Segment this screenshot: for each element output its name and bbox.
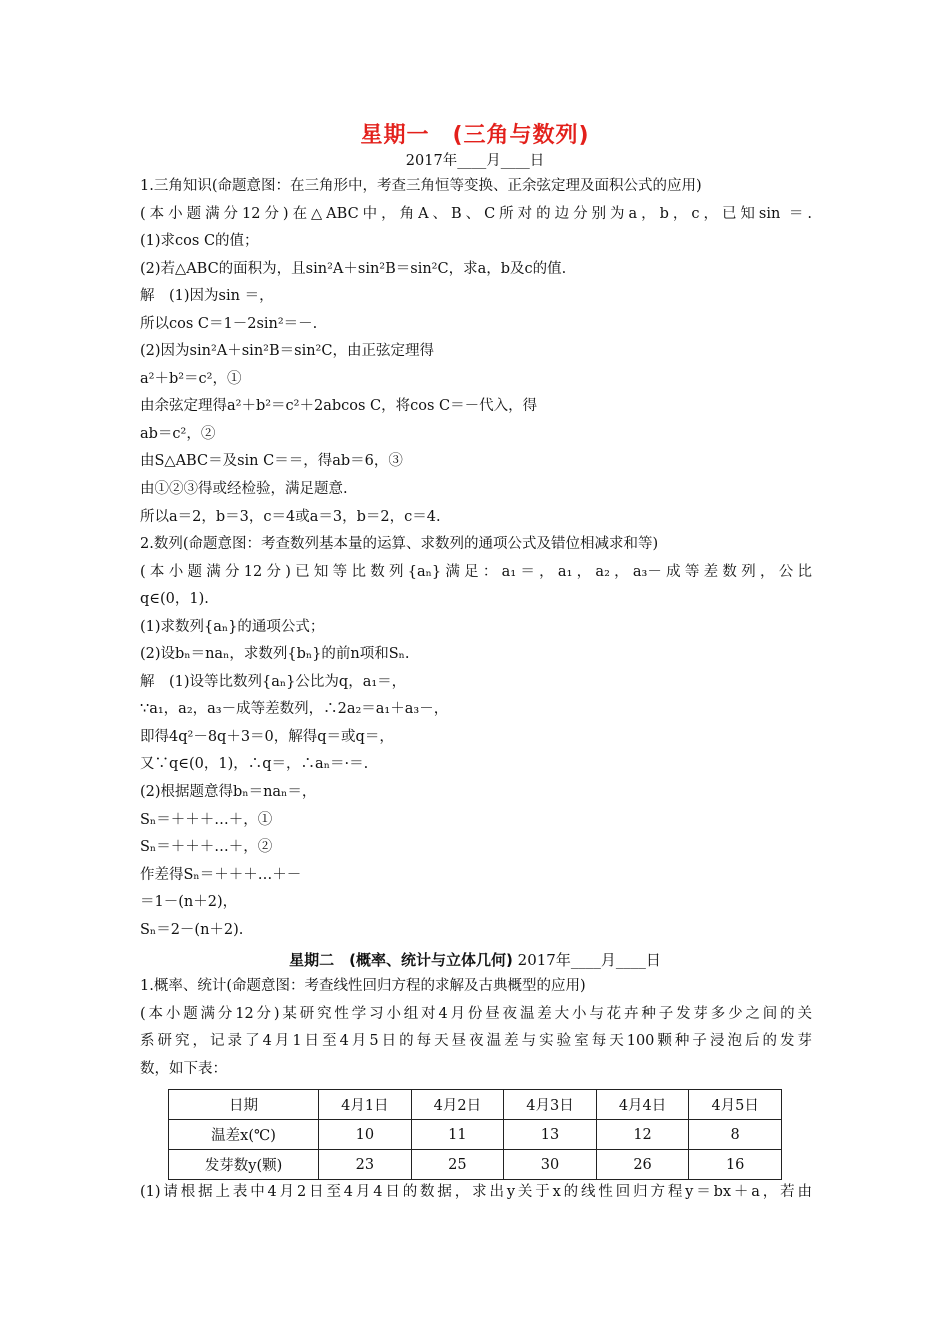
section2-date: 2017年____月____日 — [517, 951, 661, 969]
table-header-cell: 日期 — [169, 1090, 319, 1120]
table-cell: 温差x(℃) — [169, 1120, 319, 1150]
table-header-cell: 4月3日 — [504, 1090, 597, 1120]
table-header-cell: 4月5日 — [689, 1090, 782, 1120]
table-header-row — [169, 1090, 782, 1120]
table-cell: 11 — [411, 1120, 504, 1150]
text-line: 由S△ABC＝及sin C＝＝，得ab＝6，③ — [140, 453, 403, 470]
table-cell: 10 — [319, 1120, 412, 1150]
page-title: 星期一 (三角与数列) — [360, 123, 590, 148]
text-line: 由①②③得或经检验，满足题意. — [140, 481, 348, 498]
text-line: 数，如下表： — [140, 1060, 227, 1077]
text-line: 1.三角知识(命题意图：在三角形中，考查三角恒等变换、正余弦定理及面积公式的应用) — [140, 178, 702, 194]
text-line: 解 (1)因为sin ＝， — [140, 288, 274, 305]
section1-body — [140, 173, 812, 944]
text-line: (1)求数列{aₙ}的通项公式； — [140, 618, 325, 635]
table-row — [169, 1150, 782, 1180]
table-header-cell: 4月2日 — [411, 1090, 504, 1120]
text-line: 2.数列(命题意图：考查数列基本量的运算、求数列的通项公式及错位相减求和等) — [140, 536, 659, 553]
table-cell: 13 — [504, 1120, 597, 1150]
text-line: q∈(0，1). — [140, 591, 209, 608]
text-line: Sₙ＝2－(n＋2). — [140, 921, 244, 938]
table-header-cell: 4月4日 — [596, 1090, 689, 1120]
text-line: 所以cos C＝1－2sin²＝－. — [140, 315, 318, 332]
text-line: ∵a₁，a₂，a₃－成等差数列，∴2a₂＝a₁＋a₃－， — [140, 701, 449, 718]
table-cell: 30 — [504, 1150, 597, 1180]
text-line: (2)根据题意得bₙ＝naₙ＝， — [140, 784, 317, 801]
table-cell: 12 — [596, 1120, 689, 1150]
text-line: Sₙ＝＋＋＋…＋，② — [140, 839, 273, 856]
text-line: a²＋b²＝c²，① — [140, 370, 242, 387]
section2-title: 星期二 (概率、统计与立体几何) — [289, 951, 513, 969]
table-cell: 8 — [689, 1120, 782, 1150]
text-line: 系研究，记录了4月1日至4月5日的每天昼夜温差与实验室每天100颗种子浸泡后的发芽 — [140, 1033, 812, 1050]
text-line: 又∵q∈(0，1)，∴q＝，∴aₙ＝·＝. — [140, 756, 369, 773]
table-cell: 发芽数y(颗) — [169, 1150, 319, 1180]
text-line: (1)请根据上表中4月2日至4月4日的数据，求出y关于x的线性回归方程y＝bx＋a，若由 — [140, 1184, 812, 1200]
text-line: (2)若△ABC的面积为，且sin²A＋sin²B＝sin²C，求a，b及c的值. — [140, 260, 567, 277]
text-line: ab＝c²，② — [140, 425, 216, 442]
table-cell: 25 — [411, 1150, 504, 1180]
text-line: 1.概率、统计(命题意图：考查线性回归方程的求解及古典概型的应用) — [140, 978, 586, 994]
section2-heading — [0, 949, 950, 970]
text-line: (2)因为sin²A＋sin²B＝sin²C，由正弦定理得 — [140, 343, 434, 360]
table-cell: 26 — [596, 1150, 689, 1180]
text-line: (本小题满分12分)在△ABC中，角A、B、C所对的边分别为a，b，c，已知sin ＝. — [140, 205, 812, 222]
text-line: ＝1－(n＋2)， — [140, 894, 238, 911]
text-line: 作差得Sₙ＝＋＋＋…＋－ — [140, 866, 302, 883]
section2-body — [140, 973, 812, 1083]
section2-question-line — [140, 1179, 812, 1207]
date-line: 2017年____月____日 — [405, 153, 545, 169]
text-line: (本小题满分12分)已知等比数列{aₙ}满足：a₁＝，a₁，a₂，a₃－成等差数列，公比 — [140, 563, 812, 580]
text-line: (1)求cos C的值； — [140, 233, 259, 250]
text-line: (2)设bₙ＝naₙ，求数列{bₙ}的前n项和Sₙ. — [140, 646, 410, 663]
text-line: 解 (1)设等比数列{aₙ}公比为q，a₁＝， — [140, 673, 407, 690]
table-cell: 16 — [689, 1150, 782, 1180]
table-cell: 23 — [319, 1150, 412, 1180]
data-table — [168, 1089, 782, 1180]
table-header-cell: 4月1日 — [319, 1090, 412, 1120]
text-line: 所以a＝2，b＝3，c＝4或a＝3，b＝2，c＝4. — [140, 508, 441, 525]
text-line: 即得4q²－8q＋3＝0，解得q＝或q＝， — [140, 728, 394, 745]
text-line: 由余弦定理得a²＋b²＝c²＋2abcos C，将cos C＝－代入，得 — [140, 398, 538, 415]
table-row — [169, 1120, 782, 1150]
text-line: (本小题满分12分)某研究性学习小组对4月份昼夜温差大小与花卉种子发芽多少之间的关 — [140, 1005, 812, 1022]
text-line: Sₙ＝＋＋＋…＋，① — [140, 811, 273, 828]
